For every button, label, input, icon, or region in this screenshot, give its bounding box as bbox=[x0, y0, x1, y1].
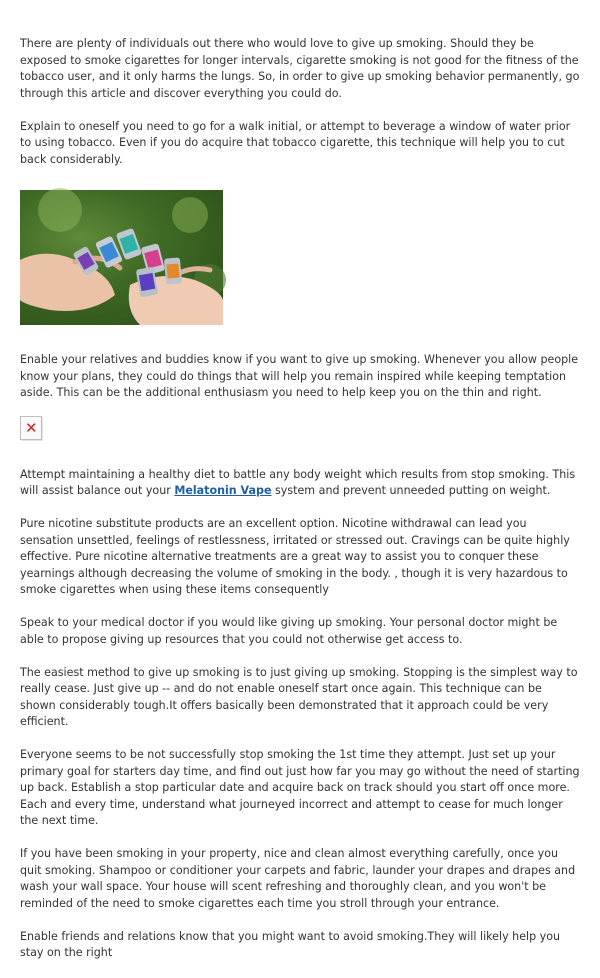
vape-tanks-illustration bbox=[20, 190, 223, 325]
paragraph-4-text-end: system and prevent unneeded putting on weight. bbox=[271, 484, 551, 497]
paragraph-5: Pure nicotine substitute products are an excellent option. Nicotine withdrawal can lead you sensation unsettled, feelings of restlessness, irritated or stressed out. Cravings can be quite highly effective. Pure nicotine alternative treatments are a great way to assist you to conquer these yearnings although decreasing the volume of smoking in the body. , though it is very hazardous to smoke cigarettes when using these items consequently bbox=[20, 517, 570, 596]
paragraph-7: The easiest method to give up smoking is to just giving up smoking. Stopping is the simplest way to really cease. Just give up -- and do not enable oneself start once again. This technique can be shown considerably tough.It offers basically been demonstrated that it approach could be very efficient. bbox=[20, 665, 578, 728]
melatonin-vape-link[interactable]: Melatonin Vape bbox=[174, 484, 272, 497]
broken-image-icon: ✕ bbox=[25, 418, 38, 437]
paragraph-10: Enable friends and relations know that you might want to avoid smoking.They will likely help you stay on the right bbox=[20, 929, 561, 959]
article-body bbox=[20, 36, 580, 978]
paragraph-8: Everyone seems to be not successfully stop smoking the 1st time they attempt. Just set up your primary goal for starters day time, and find out just how far you may go without the need of starting up back. Establish a stop particular date and acquire back on track should you start off once more. Each and every time, understand what journeyed incorrect and attempt to cease for much longer the next time. bbox=[20, 748, 580, 827]
paragraph-9: If you have been smoking in your property, nice and clean almost everything carefully, once you quit smoking. Shampoo or conditioner your carpets and fabric, launder your drapes and drapes and wash your wall space. Your house will scent refreshing and thoroughly clean, and you won't be reminded of the need to smoke cigarettes each time you stroll through your entrance. bbox=[20, 847, 576, 910]
paragraph-3: Enable your relatives and buddies know if you want to give up smoking. Whenever you allow people know your plans, they could do things that will help you remain inspired while keeping temptation aside. This can be the additional enthusiasm you need to help keep you on the thin and right. bbox=[20, 353, 579, 399]
broken-image-placeholder bbox=[20, 416, 42, 440]
paragraph-6: Speak to your medical doctor if you would like giving up smoking. Your personal doctor might be able to propose giving up resources that you could not otherwise get access to. bbox=[20, 616, 558, 646]
paragraph-2: Explain to oneself you need to go for a walk initial, or attempt to beverage a window of water prior to using tobacco. Even if you do acquire that tobacco cigarette, this technique will help you to cut back considerably. bbox=[20, 119, 571, 166]
paragraph-4 bbox=[20, 467, 580, 500]
paragraph-4-text-start: Attempt maintaining a healthy diet to battle any body weight which results from stop smoking. This will assist balance out your bbox=[20, 467, 576, 497]
vape-tanks-photo bbox=[20, 190, 223, 325]
paragraph-1: There are plenty of individuals out there who would love to give up smoking. Should they be exposed to smoke cigarettes for longer intervals, cigarette smoking is not good for the fitness of the tobacco user, and it only harms the lungs. So, in order to give up smoking behavior permanently, go through this article and discover everything you could do. bbox=[20, 37, 580, 100]
